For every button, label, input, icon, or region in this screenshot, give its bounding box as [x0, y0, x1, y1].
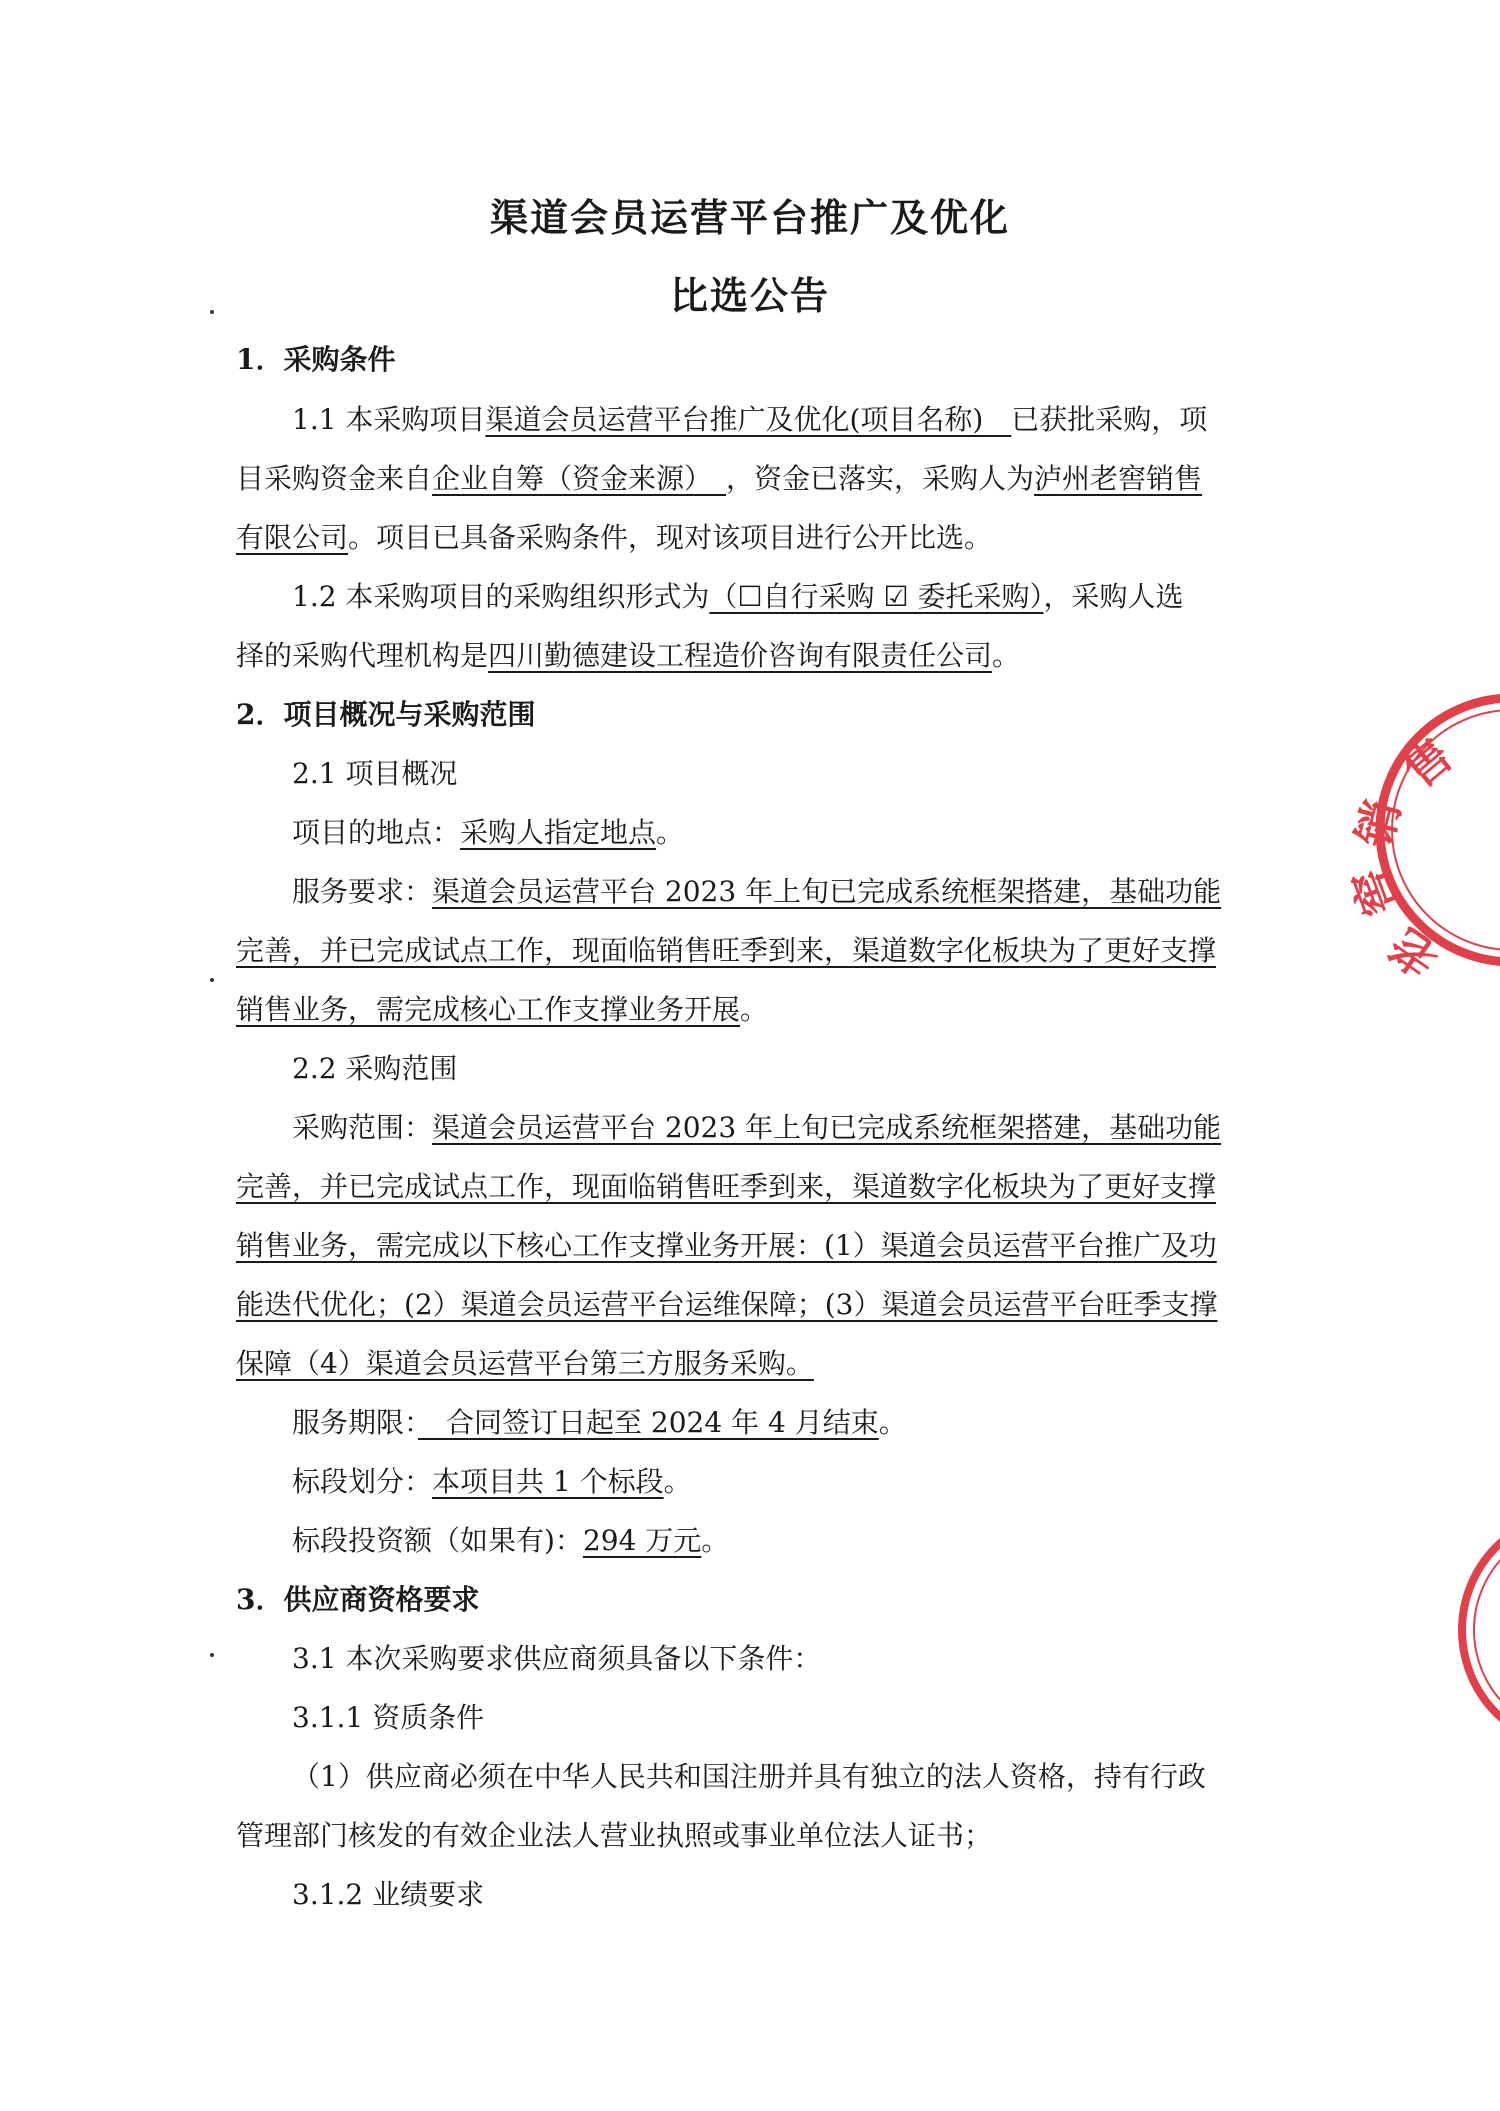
procurement-form: （☐自行采购 ☑ 委托采购）: [709, 580, 1044, 613]
document-subtitle: 比选公告: [669, 273, 830, 318]
fund-source: 企业自筹（资金来源）: [432, 462, 727, 495]
svg-text:售: 售: [1392, 727, 1463, 799]
purchaser-name: 泸州老窖销售: [1034, 462, 1203, 495]
section-3-heading: 3．供应商资格要求: [236, 1583, 480, 1616]
scan-speck: [210, 310, 214, 314]
scope-line-1: 采购范围：渠道会员运营平台 2023 年上旬已完成系统框架搭建，基础功能: [292, 1111, 1222, 1144]
qualification-line-2: 管理部门核发的有效企业法人营业执照或事业单位法人证书；: [236, 1819, 993, 1852]
service-requirement-line-1: 服务要求：渠道会员运营平台 2023 年上旬已完成系统框架搭建，基础功能: [292, 875, 1222, 908]
lot-investment: 标段投资额（如果有)：294 万元。: [292, 1524, 730, 1557]
service-requirement-line-2: 完善，并已完成试点工作，现面临销售旺季到来，渠道数字化板块为了更好支撑: [236, 934, 1217, 967]
seal-icon: [1341, 680, 1500, 988]
scope-line-3: 销售业务，需完成以下核心工作支撑业务开展：(1）渠道会员运营平台推广及功: [236, 1229, 1217, 1262]
subsection-3-1-1: 3.1.1 资质条件: [292, 1701, 485, 1734]
seal-fragment-stamp: [1440, 1500, 1500, 1760]
paragraph-1-1-line-1: 1.1 本采购项目渠道会员运营平台推广及优化(项目名称) 已获批采购，项: [292, 403, 1208, 436]
project-location: 项目的地点：采购人指定地点。: [292, 816, 685, 849]
lot-division: 标段划分：本项目共 1 个标段。: [292, 1465, 692, 1498]
company-seal-stamp: [1341, 680, 1500, 988]
service-requirement-line-3: 销售业务，需完成核心工作支撑业务开展。: [236, 993, 769, 1026]
paragraph-1-2-line-1: 1.2 本采购项目的采购组织形式为（☐自行采购 ☑ 委托采购），采购人选: [292, 580, 1184, 613]
paragraph-1-2-line-2: 择的采购代理机构是四川勤德建设工程造价咨询有限责任公司。: [236, 639, 1021, 672]
subsection-3-1-2: 3.1.2 业绩要求: [292, 1878, 485, 1911]
document-title: 渠道会员运营平台推广及优化: [489, 195, 1010, 240]
section-1-heading: 1．采购条件: [236, 343, 396, 376]
scan-speck: [210, 978, 214, 982]
subsection-2-1: 2.1 项目概况: [292, 757, 458, 790]
purchaser-name-cont: 有限公司: [236, 521, 349, 554]
scan-speck: [210, 1653, 214, 1657]
agency-name: 四川勤德建设工程造价咨询有限责任公司: [488, 639, 993, 672]
subsection-3-1: 3.1 本次采购要求供应商须具备以下条件：: [292, 1642, 822, 1675]
qualification-line-1: （1）供应商必须在中华人民共和国注册并具有独立的法人资格，持有行政: [292, 1760, 1206, 1793]
scope-line-4: 能迭代优化；(2）渠道会员运营平台运维保障；(3）渠道会员运营平台旺季支撑: [236, 1288, 1218, 1321]
scope-line-2: 完善，并已完成试点工作，现面临销售旺季到来，渠道数字化板块为了更好支撑: [236, 1170, 1217, 1203]
scope-line-5: 保障（4）渠道会员运营平台第三方服务采购。: [236, 1347, 814, 1380]
svg-text:窖: 窖: [1341, 861, 1409, 923]
project-name: 渠道会员运营平台推广及优化(项目名称): [485, 403, 1012, 436]
seal-fragment-icon: [1440, 1500, 1500, 1760]
svg-text:销: 销: [1346, 794, 1411, 853]
svg-text:老: 老: [1379, 916, 1449, 988]
section-2-heading: 2．项目概况与采购范围: [236, 698, 536, 731]
subsection-2-2: 2.2 采购范围: [292, 1052, 458, 1085]
paragraph-1-1-line-3: 有限公司。项目已具备采购条件，现对该项目进行公开比选。: [236, 521, 993, 554]
paragraph-1-1-line-2: 目采购资金来自企业自筹（资金来源） ，资金已落实，采购人为泸州老窖销售: [236, 462, 1203, 495]
service-period: 服务期限： 合同签订日起至 2024 年 4 月结束。: [292, 1406, 907, 1439]
